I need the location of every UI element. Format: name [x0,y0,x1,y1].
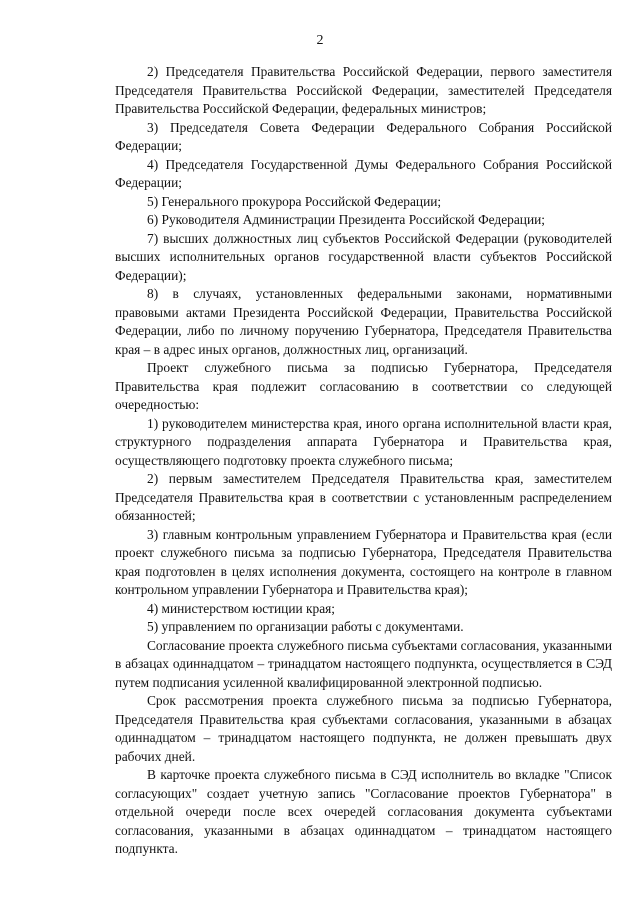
paragraph-approver-5: 5) управлением по организации работы с документами. [147,619,464,634]
paragraph-item-3: 3) Председателя Совета Федерации Федерального Собрания Российской Федерации; [115,119,612,153]
paragraph-item-7: 7) высших должностных лиц субъектов Российской Федерации (руководителей высших исполнительных органов государственной власти субъектов Российской Федерации); [115,230,612,283]
paragraph-approver-2: 2) первым заместителем Председателя Правительства края, заместителем Председателя Правительства края в соответствии с установленным распределением обязанностей; [115,471,612,523]
paragraph-item-2: 2) Председателя Правительства Российской Федерации, первого заместителя Председателя Правительства Российской Федерации, заместителей Председателя Правительства Российской Федерации, федеральных министров; [115,64,612,116]
paragraph-approval-order: Проект служебного письма за подписью Губернатора, Председателя Правительства края подлежит согласованию в соответствии со следующей очередностью: [115,360,612,412]
paragraph-electronic-signature: Согласование проекта служебного письма субъектами согласования, указанными в абзацах одиннадцатом – тринадцатом настоящего подпункта, осуществляется в СЭД путем подписания усиленной квалифицированной электронной подписью. [115,637,612,690]
paragraph-item-4: 4) Председателя Государственной Думы Федерального Собрания Российской Федерации; [115,156,612,190]
page-number: 2 [316,33,324,48]
paragraph-sed-card: В карточке проекта служебного письма в СЭД исполнитель во вкладке "Список согласующих" создает учетную запись "Согласование проектов Губернатора" в отдельной очереди после всех очередей согласования документа субъектами согласования, указанными в абзацах одиннадцатом – тринадцатом настоящего подпункта. [115,767,612,856]
paragraph-review-deadline: Срок рассмотрения проекта служебного письма за подписью Губернатора, Председателя Правительства края субъектами согласования, указанными в абзацах одиннадцатом – тринадцатом настоящего подпункта, не должен превышать двух рабочих дней. [115,693,612,764]
paragraph-approver-4: 4) министерством юстиции края; [147,600,336,616]
paragraph-item-5: 5) Генерального прокурора Российской Федерации; [147,193,442,209]
paragraph-approver-3: 3) главным контрольным управлением Губернатора и Правительства края (если проект служебного письма за подписью Губернатора, Председателя Правительства края подготовлен в целях исполнения документа, состоящего на контроле в главном контрольном управлении Губернатора и Правительства края); [115,526,612,597]
paragraph-approver-1: 1) руководителем министерства края, иного органа исполнительной власти края, структурного подразделения аппарата Губернатора и Правительства края, осуществляющего подготовку проекта служебного письма; [115,415,612,468]
paragraph-item-6: 6) Руководителя Администрации Президента Российской Федерации; [147,212,546,227]
document-body [115,63,612,859]
paragraph-item-8: 8) в случаях, установленных федеральными законами, нормативными правовыми актами Президента Российской Федерации, Правительства Российской Федерации, либо по личному поручению Губернатора, Председателя Правительства края – в адрес иных органов, должностных лиц, организаций. [115,286,612,357]
